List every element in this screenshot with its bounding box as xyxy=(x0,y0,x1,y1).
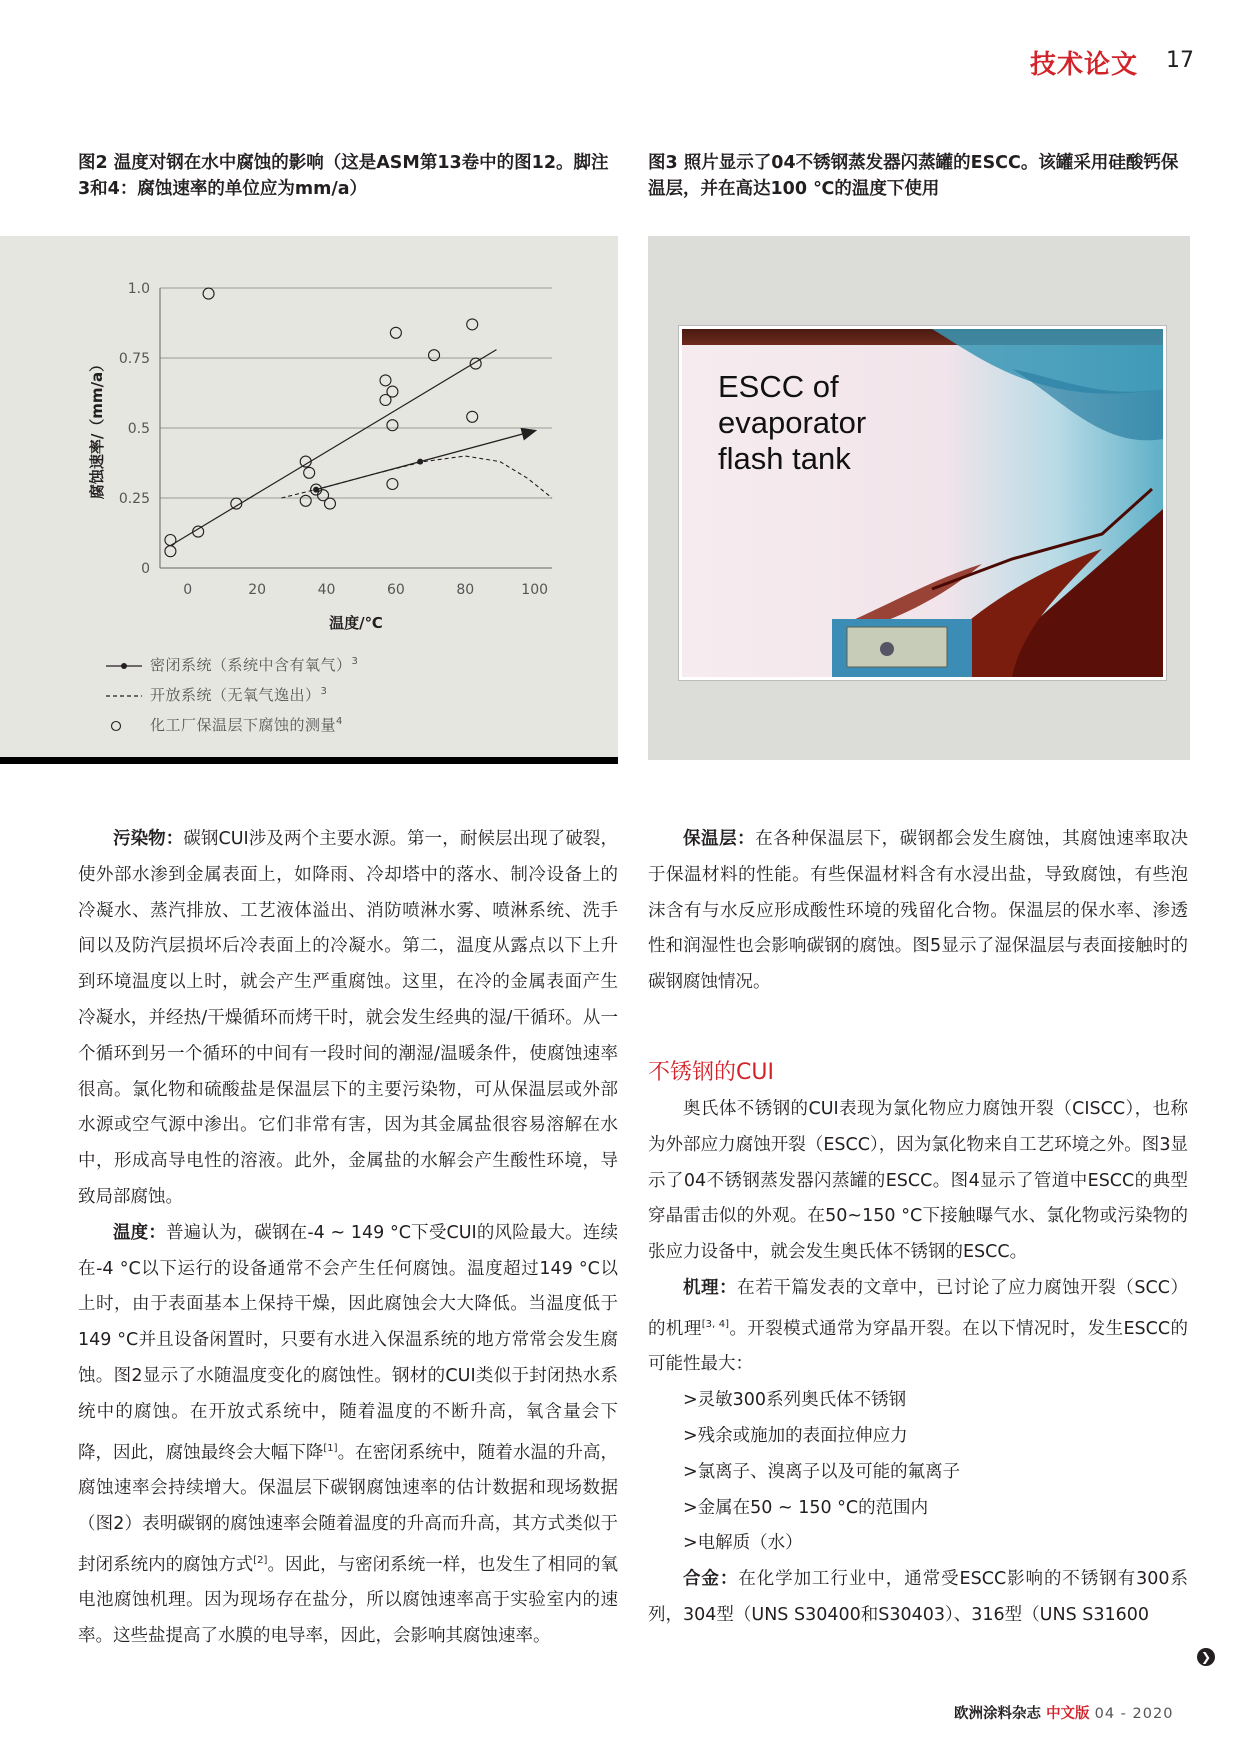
data-point xyxy=(387,479,398,490)
x-tick-label: 100 xyxy=(521,582,549,598)
heading-contaminants: 污染物： xyxy=(113,829,184,849)
paragraph-temperature xyxy=(78,1216,618,1655)
y-tick-label: 0.25 xyxy=(118,491,150,507)
x-tick-label: 60 xyxy=(386,582,405,598)
paragraph-mechanism xyxy=(648,1271,1188,1383)
list-item: >电解质（水） xyxy=(683,1533,803,1554)
heading-mechanism: 机理： xyxy=(683,1277,738,1298)
data-point xyxy=(165,546,176,557)
arrow-right-circle-icon[interactable]: ❯ xyxy=(1197,1648,1215,1666)
paragraph-stainless: 奥氏体不锈钢的CUI表现为氯化物应力腐蚀开裂（CISCC），也称为外部应力腐蚀开裂（ESCC），因为氯化物来自工艺环境之外。图3显示了04不锈钢蒸发器闪蒸罐的ESCC。图4显示了管道中ESCC的典型穿晶雷击似的外观。在50~150 °C下接触曝气水、氯化物或污染物的张应力设备中，就会发生奥氏体不锈钢的ESCC。 xyxy=(648,1099,1188,1263)
y-tick-label: 0.5 xyxy=(127,421,150,437)
legend-closed-sup: 3 xyxy=(351,656,359,667)
ref-1: [1] xyxy=(323,1442,338,1454)
data-point xyxy=(324,498,335,509)
ref-2: [2] xyxy=(253,1554,268,1566)
issue-label: 04 - 2020 xyxy=(1094,1706,1174,1722)
corrosion-chart xyxy=(0,236,618,656)
legend-dashed-line-icon xyxy=(106,690,142,702)
legend-measured-sup: 4 xyxy=(336,716,343,727)
legend-closed-label: 密闭系统（系统中含有氧气） xyxy=(150,656,352,674)
data-point xyxy=(387,420,398,431)
list-item: >残余或施加的表面拉伸应力 xyxy=(683,1426,908,1446)
data-point xyxy=(203,288,214,299)
data-point xyxy=(165,535,176,546)
text-mechanism-a: 在若干篇发表的文章中，已讨论了应力腐蚀开裂（SCC）的机理 xyxy=(648,1277,1189,1339)
paragraph-alloys xyxy=(648,1562,1188,1634)
right-column xyxy=(648,822,1188,1001)
text-temperature-c: 。因此，与密闭系统一样，也发生了相同的氧电池腐蚀机理。因为现场存在盐分，所以腐蚀速率高于实验室内的速率。这些盐提高了水膜的电导率，因此，会影响其腐蚀速率。 xyxy=(78,1554,619,1647)
data-point xyxy=(387,386,398,397)
photo-label-line-3: flash tank xyxy=(718,441,851,476)
text-temperature-a: 普遍认为，碳钢在-4 ~ 149 °C下受CUI的风险最大。连续在-4 °C以下运行的设备通常不会产生任何腐蚀。温度超过149 °C以上时，由于表面基本上保持干燥，因此腐蚀会大大降低。当温度低于149 °C并且设备闲置时，只要有水进入保温系统的地方常常会发生腐蚀。图2显示了水随温度变化的腐蚀性。钢材的CUI类似于封闭热水系统中的腐蚀。在开放式系统中，随着温度的不断升高，氧含量会下降，因此，腐蚀最终会大幅下降 xyxy=(78,1222,619,1463)
photo-label-line-1: ESCC of xyxy=(718,369,839,404)
legend-open xyxy=(106,684,327,705)
fig2-caption: 图2 温度对钢在水中腐蚀的影响（这是ASM第13卷中的图12。脚注3和4：腐蚀速率的单位应为mm/a） xyxy=(78,153,609,199)
footer xyxy=(954,1702,1173,1723)
figure-divider xyxy=(0,757,618,764)
x-tick-label: 40 xyxy=(317,582,336,598)
x-tick-label: 80 xyxy=(456,582,475,598)
text-alloys: 在化学加工行业中，通常受ESCC影响的不锈钢有300系列，304型（UNS S30400和S30403）、316型（UNS S31600 xyxy=(648,1569,1188,1625)
heading-insulation: 保温层： xyxy=(683,829,756,849)
legend-measured xyxy=(106,714,343,735)
text-contaminants: 碳钢CUI涉及两个主要水源。第一，耐候层出现了破裂，使外部水渗到金属表面上，如降雨、冷却塔中的落水、制冷设备上的冷凝水、蒸汽排放、工艺液体溢出、消防喷淋水雾、喷淋系统、洗手间以及防汽层损坏后冷表面上的冷凝水。第二，温度从露点以下上升到环境温度以上时，就会产生严重腐蚀。这里，在冷的金属表面产生冷凝水，并经热/干燥循环而烤干时，就会发生经典的湿/干循环。从一个循环到另一个循环的中间有一段时间的潮湿/温暖条件，使腐蚀速率很高。氯化物和硫酸盐是保温层下的主要污染物，可从保温层或外部水源或空气源中渗出。它们非常有害，因为其金属盐很容易溶解在水中，形成高导电性的溶液。此外，金属盐的水解会产生酸性环境，导致局部腐蚀。 xyxy=(78,829,619,1207)
x-tick-label: 0 xyxy=(183,582,193,598)
legend-measured-label: 化工厂保温层下腐蚀的测量 xyxy=(150,716,337,734)
legend-open-sup: 3 xyxy=(320,686,328,697)
left-column xyxy=(78,822,618,1655)
x-tick-label: 20 xyxy=(248,582,267,598)
journal-name: 欧洲涂料杂志 xyxy=(954,1706,1041,1722)
paragraph-insulation xyxy=(648,822,1188,1001)
data-point xyxy=(390,327,401,338)
y-tick-label: 0.75 xyxy=(118,351,150,367)
heading-temperature: 温度： xyxy=(113,1222,166,1243)
closed-system-point xyxy=(417,459,423,465)
y-tick-label: 1.0 xyxy=(127,281,150,297)
y-tick-label: 0 xyxy=(141,561,150,577)
condition-list xyxy=(648,1383,1188,1562)
heading-alloys: 合金： xyxy=(683,1569,739,1590)
legend-circle-icon xyxy=(106,720,142,732)
legend-solid-line-icon xyxy=(106,660,142,672)
page-number: 17 xyxy=(1166,48,1194,73)
paragraph-contaminants xyxy=(78,822,618,1216)
text-mechanism-b: 。开裂模式通常为穿晶开裂。在以下情况时，发生ESCC的可能性最大： xyxy=(648,1318,1188,1375)
data-point xyxy=(467,319,478,330)
photo-label xyxy=(718,369,866,477)
legend-closed xyxy=(106,654,358,675)
data-point xyxy=(300,495,311,506)
right-column-lower xyxy=(648,1092,1188,1634)
list-item: >金属在50 ~ 150 °C的范围内 xyxy=(683,1497,929,1518)
photo-label-line-2: evaporator xyxy=(718,405,867,440)
escc-photo xyxy=(679,326,1166,680)
fig2-panel xyxy=(0,236,618,760)
list-item: >氯离子、溴离子以及可能的氟离子 xyxy=(683,1461,961,1482)
text-insulation: 在各种保温层下，碳钢都会发生腐蚀，其腐蚀速率取决于保温材料的性能。有些保温材料含有水浸出盐，导致腐蚀，有些泡沫含有与水反应形成酸性环境的残留化合物。保温层的保水率、渗透性和润湿性也会影响碳钢的腐蚀。图5显示了湿保温层与表面接触时的碳钢腐蚀情况。 xyxy=(648,829,1189,993)
ref-3-4: [3, 4] xyxy=(701,1318,730,1330)
y-axis-label: 腐蚀速率/（mm/a） xyxy=(88,356,106,500)
edition-label: 中文版 xyxy=(1046,1706,1090,1722)
legend-open-label: 开放系统（无氧气逸出） xyxy=(150,686,321,704)
trend-line xyxy=(170,350,496,546)
section-heading-stainless-cui: 不锈钢的CUI xyxy=(648,1060,774,1085)
data-point xyxy=(380,375,391,386)
data-point xyxy=(470,358,481,369)
data-point xyxy=(467,411,478,422)
fig3-caption: 图3 照片显示了04不锈钢蒸发器闪蒸罐的ESCC。该罐采用硅酸钙保温层，并在高达100 ℃的温度下使用 xyxy=(648,153,1179,199)
closed-system-line xyxy=(316,431,535,490)
x-axis-label: 温度/℃ xyxy=(329,614,383,632)
data-point xyxy=(429,350,440,361)
list-item: >灵敏300系列奥氏体不锈钢 xyxy=(683,1390,907,1411)
data-point xyxy=(304,467,315,478)
section-title: 技术论文 xyxy=(1030,50,1139,80)
text-temperature-b: 。在密闭系统中，随着水温的升高，腐蚀速率会持续增大。保温层下碳钢腐蚀速率的估计数据和现场数据（图2）表明碳钢的腐蚀速率会随着温度的升高而升高，其方式类似于封闭系统内的腐蚀方式 xyxy=(78,1442,619,1575)
